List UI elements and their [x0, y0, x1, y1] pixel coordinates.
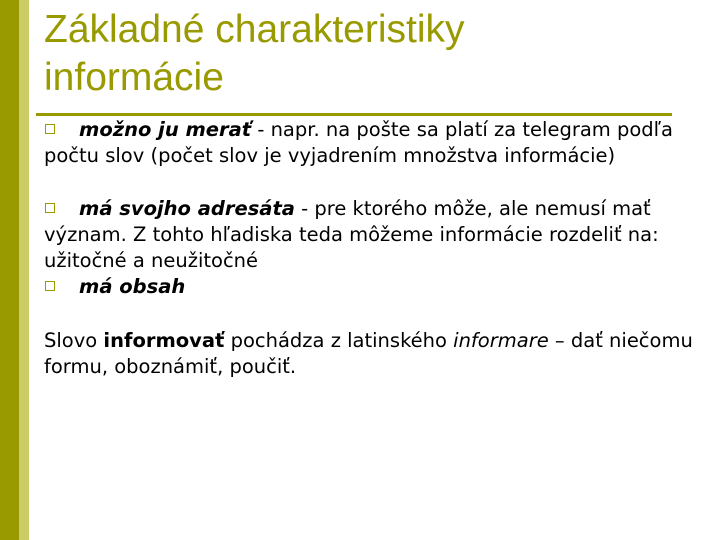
square-bullet-icon	[45, 281, 55, 291]
list-item	[44, 274, 694, 300]
left-band-light	[19, 0, 29, 540]
title-line-2: informácie	[44, 56, 224, 99]
slide-body	[44, 117, 694, 380]
closing-italic-word: informare	[453, 329, 549, 352]
closing-mid: pochádza z latinského	[224, 329, 454, 352]
list-item	[44, 196, 694, 274]
item-emphasis: možno ju merať	[79, 118, 252, 141]
slide-title	[44, 6, 684, 102]
closing-bold-word: informovať	[103, 329, 225, 352]
square-bullet-icon	[45, 124, 55, 134]
item-emphasis: má svojho adresáta	[79, 197, 295, 220]
title-divider	[36, 113, 672, 116]
item-text: - napr. na pošte sa platí za telegram podľa počtu slov (počet slov je vyjadrením množstva informácie)	[44, 118, 673, 167]
closing-pre: Slovo	[44, 329, 104, 352]
square-bullet-icon	[45, 203, 55, 213]
closing-paragraph	[44, 328, 694, 380]
item-text: - pre ktorého môže, ale nemusí mať význam. Z tohto hľadiska teda môžeme informácie rozdeliť na: užitočné a neužitočné	[44, 197, 659, 272]
item-emphasis: má obsah	[79, 275, 186, 298]
list-item	[44, 117, 694, 169]
title-line-1: Základné charakteristiky	[44, 8, 465, 51]
left-band-dark	[0, 0, 19, 540]
closing-post: – dať niečomu formu, oboznámiť, poučiť.	[44, 329, 693, 378]
